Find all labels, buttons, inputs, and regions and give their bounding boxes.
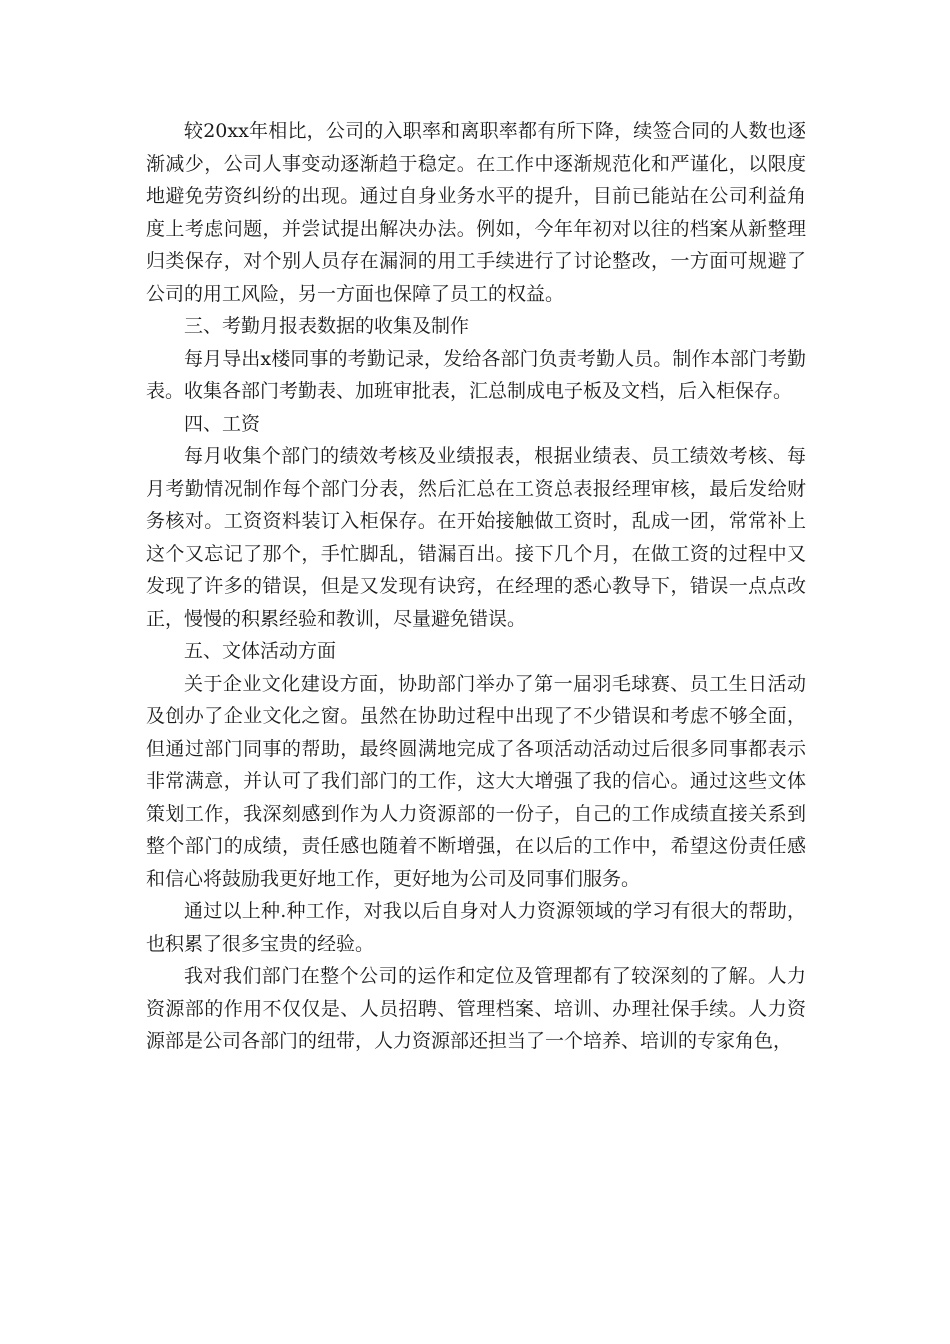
section-heading-salary: 四、工资 xyxy=(184,412,261,435)
paragraph-department-role: 我对我们部门在整个公司的运作和定位及管理都有了较深刻的了解。人力资源部的作用不仅仅是、人员招聘、管理档案、培训、办理社保手续。人力资源部是公司各部门的纽带，人力资源部还担当了一个培养、培训的专家角色， xyxy=(146,965,806,1052)
document-page xyxy=(146,115,806,1058)
section-heading-activities: 五、文体活动方面 xyxy=(184,640,337,662)
paragraph-turnover-summary: 较20xx年相比，公司的入职率和离职率都有所下降，续签合同的人数也逐渐减少，公司人事变动逐渐趋于稳定。在工作中逐渐规范化和严谨化，以限度地避免劳资纠纷的出现。通过自身业务水平的提升，目前已能站在公司利益角度上考虑问题，并尝试提出解决办法。例如，今年年初对以往的档案从新整理归类保存，对个别人员存在漏洞的用工手续进行了讨论整改，一方面可规避了公司的用工风险，另一方面也保障了员工的权益。 xyxy=(146,120,806,305)
section-heading-attendance: 三、考勤月报表数据的收集及制作 xyxy=(184,315,470,337)
paragraph-experience: 通过以上种.种工作，对我以后自身对人力资源领域的学习有很大的帮助，也积累了很多宝贵的经验。 xyxy=(146,900,806,955)
paragraph-salary: 每月收集个部门的绩效考核及业绩报表，根据业绩表、员工绩效考核、每月考勤情况制作每个部门分表，然后汇总在工资总表报经理审核，最后发给财务核对。工资资料装订入柜保存。在开始接触做工资时，乱成一团，常常补上这个又忘记了那个，手忙脚乱，错漏百出。接下几个月，在做工资的过程中又发现了许多的错误，但是又发现有诀窍，在经理的悉心教导下，错误一点点改正，慢慢的积累经验和教训，尽量避免错误。 xyxy=(146,445,806,630)
paragraph-activities: 关于企业文化建设方面，协助部门举办了第一届羽毛球赛、员工生日活动及创办了企业文化之窗。虽然在协助过程中出现了不少错误和考虑不够全面，但通过部门同事的帮助，最终圆满地完成了各项活动活动过后很多同事都表示非常满意，并认可了我们部门的工作，这大大增强了我的信心。通过这些文体策划工作，我深刻感到作为人力资源部的一份子，自己的工作成绩直接关系到整个部门的成绩，责任感也随着不断增强，在以后的工作中，希望这份责任感和信心将鼓励我更好地工作，更好地为公司及同事们服务。 xyxy=(146,672,806,890)
paragraph-attendance: 每月导出x楼同事的考勤记录，发给各部门负责考勤人员。制作本部门考勤表。收集各部门考勤表、加班审批表，汇总制成电子板及文档，后入柜保存。 xyxy=(146,347,806,402)
